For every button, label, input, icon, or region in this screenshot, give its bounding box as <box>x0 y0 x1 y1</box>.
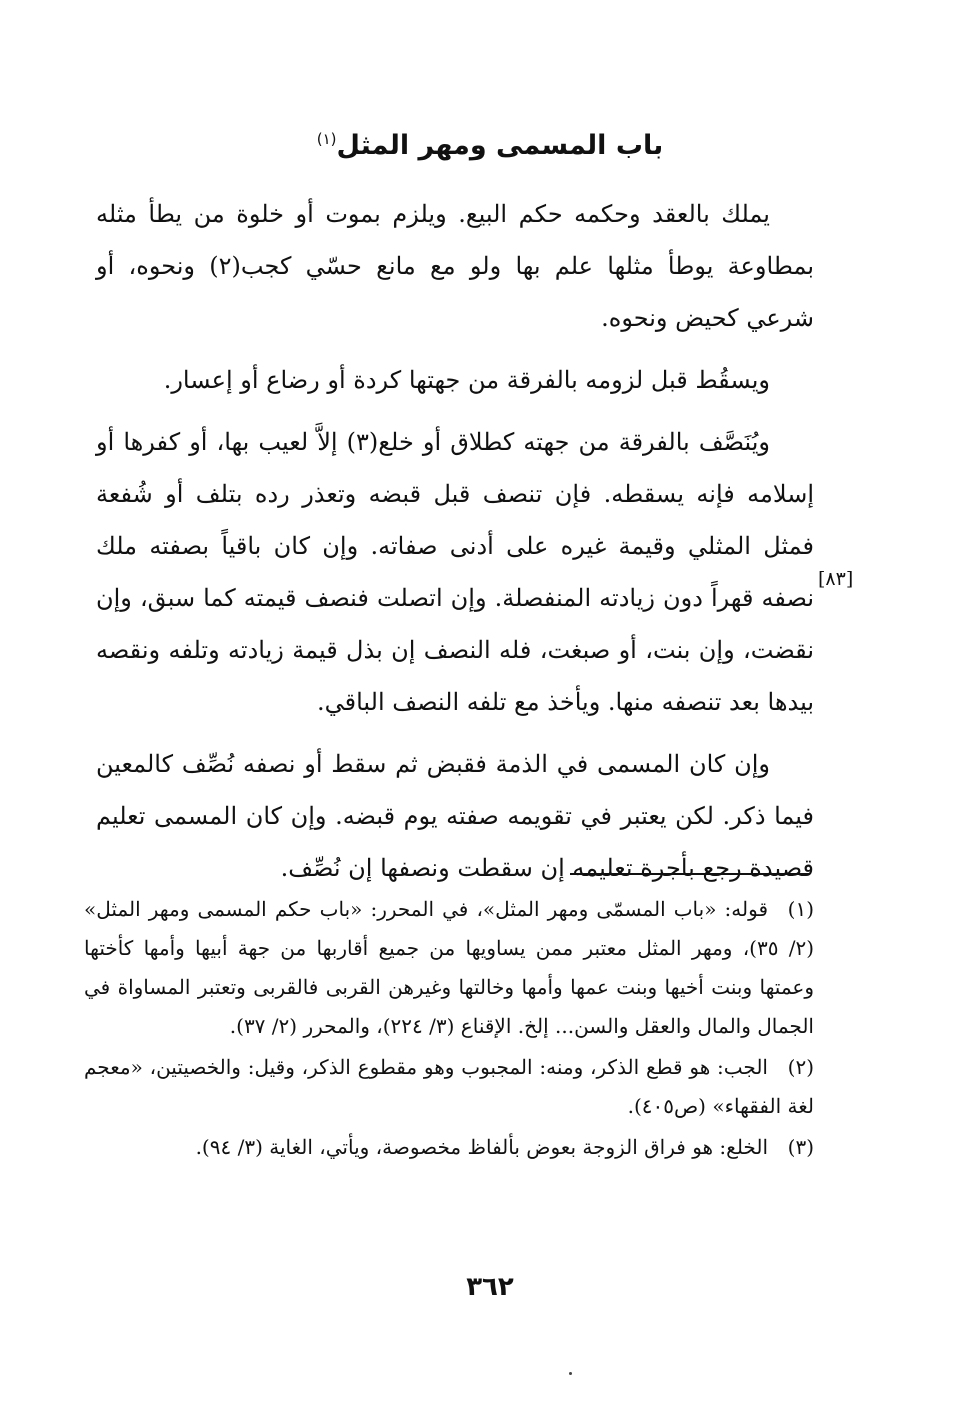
paragraph: وإن كان المسمى في الذمة فقبض ثم سقط أو نصفه نُصِّف كالمعين فيما ذكر. لكن يعتبر في تقويمه صفته يوم قبضه. وإن كان المسمى تعليم قصيدة رجع بأجرة تعليمه إن سقطت ونصفها إن نُصِّف. <box>96 750 814 882</box>
footnote-number: (١) <box>787 897 814 921</box>
footnote-text: الخلع: هو فراق الزوجة بعوض بألفاظ مخصوصة، ويأتي، الغاية (٣/ ٩٤). <box>195 1135 768 1159</box>
footnote-text: قوله: «باب المسمّى ومهر المثل»، في المحرر: «باب حكم المسمى ومهر المثل» (٢/ ٣٥)، ومهر المثل معتبر ممن يساويها من جميع أقاربها من جهة أبيها وأمها كأختها وعمتها وبنت أخيها وبنت عمها وأمها وخالتها وغيرهن القربى فالقربى وتعتبر المساواة في الجمال والمال والعقل والسن... إلخ. الإقناع (٣/ ٢٢٤)، والمحرر (٢/ ٣٧). <box>84 897 814 1038</box>
footnote <box>84 890 814 1046</box>
footnote-text: الجب: هو قطع الذكر، ومنه: المجبوب وهو مقطوع الذكر، وقيل: والخصيتين، «معجم لغة الفقهاء» (ص٤٠٥). <box>84 1055 814 1118</box>
section-title-text: باب المسمى ومهر المثل <box>336 130 664 161</box>
footnote-number: (٢) <box>787 1055 814 1079</box>
page-number: ٣٦٢ <box>466 1272 514 1302</box>
margin-page-ref: [٨٣] <box>818 568 854 590</box>
footnote-number: (٣) <box>787 1135 814 1159</box>
paragraph: ويُنَصَّف بالفرقة من جهته كطلاق أو خلع(٣) إلاَّ لعيب بها، أو كفرها أو إسلامه فإنه يسقطه. فإن تنصف قبل قبضه وتعذر رده بتلف أو شُفعة فمثل المثلي وقيمة غيره على أدنى صفاته. وإن كان باقياً بصفته ملك نصفه قهراً دون زيادته المنفصلة. وإن اتصلت فنصف قيمته كما سبق، وإن نقضت، وإن بنت، أو صبغت، فله النصف إن بذل قيمة زيادته وتلفه ونقصه بيدها بعد تنصفه منها. ويأخذ مع تلفه النصف الباقي. <box>96 428 814 716</box>
scan-speck <box>569 1372 572 1375</box>
footnote <box>84 1048 814 1126</box>
paragraph: يملك بالعقد وحكمه حكم البيع. ويلزم بموت أو خلوة من يطأ مثله بمطاوعة يوطأ مثلها علم بها ولو مع مانع حسّي كجب(٢) ونحوه، أو شرعي كحيض ونحوه. <box>96 200 815 332</box>
section-title <box>0 130 980 161</box>
footnote-divider <box>570 873 810 875</box>
main-text <box>96 188 814 904</box>
paragraph: ويسقُط قبل لزومه بالفرقة من جهتها كردة أو رضاع أو إعسار. <box>163 366 770 394</box>
footnote <box>84 1128 814 1167</box>
title-footnote-ref: (١) <box>316 130 337 148</box>
footnotes <box>84 890 814 1169</box>
